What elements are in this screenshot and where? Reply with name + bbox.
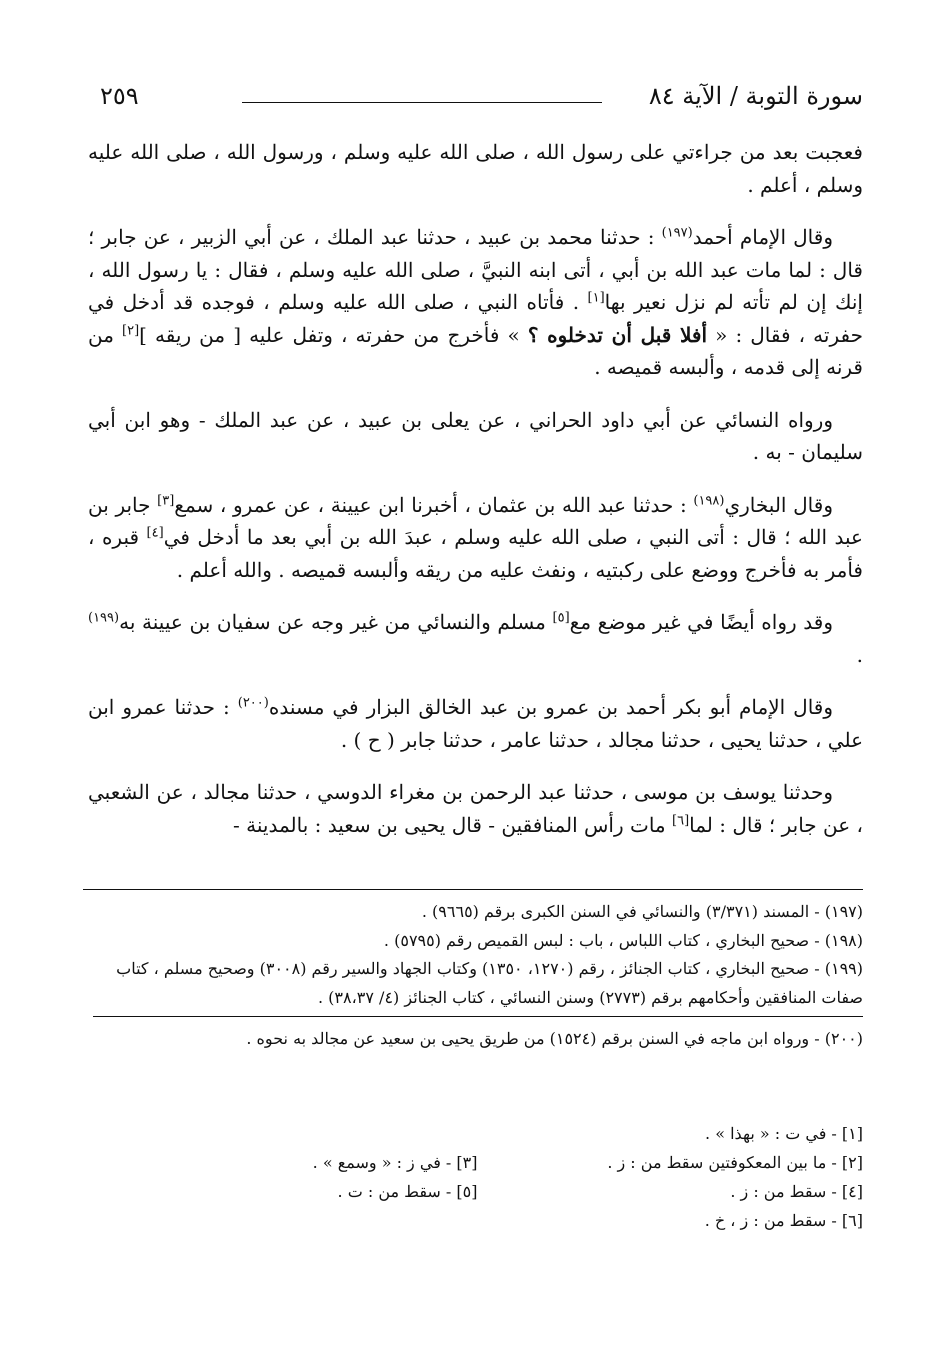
paragraph-text: : حدثنا محمد بن عبيد ، حدثنا عبد الملك ، عن أبي الزبير ، عن جابر ؛ قال : لما مات عبد الله بن أبي ، أتى ابنه النبيَّ ، صلى الله عليه وسلم ، فقال : يا رسول الله ، إنك إن لم تأته لم نزل نعير بها bbox=[88, 225, 863, 314]
variant-note: [٣] - في ز : « وسمع » . bbox=[312, 1153, 478, 1172]
variant-ref: [٤] bbox=[146, 525, 164, 541]
variant-row bbox=[92, 1206, 863, 1235]
paragraph-text: . فأتاه النبي ، صلى الله عليه وسلم ، فوجده قد أدخل في حفرته ، فقال : « bbox=[88, 290, 863, 347]
page-header bbox=[92, 80, 863, 116]
paragraph-4 bbox=[88, 489, 863, 587]
main-text bbox=[88, 136, 863, 861]
variant-note: [٥] - سقط من : ت . bbox=[337, 1182, 478, 1201]
page-number: ٢٥٩ bbox=[100, 82, 139, 110]
footnote-197: (١٩٧) - المسند (٣/٣٧١) والنسائي في السنن الكبرى برقم (٩٦٦٥) . bbox=[421, 902, 863, 921]
surah-title: سورة التوبة / الآية ٨٤ bbox=[648, 82, 863, 110]
paragraph-text: . bbox=[856, 642, 863, 667]
paragraph-7 bbox=[88, 776, 863, 841]
manuscript-variants bbox=[92, 1119, 863, 1235]
paragraph-3 bbox=[88, 404, 863, 469]
variant-note: [٤] - سقط من : ز . bbox=[730, 1182, 863, 1201]
variant-row bbox=[92, 1177, 863, 1206]
footnote-ref: (١٩٩) bbox=[88, 610, 120, 626]
variant-note: [٢] - ما بين المعكوفتين سقط من : ز . bbox=[607, 1153, 863, 1172]
variant-ref: [٥] bbox=[552, 610, 570, 626]
footnotes bbox=[92, 898, 863, 1054]
variant-ref: [٢] bbox=[122, 322, 140, 338]
variant-note: [٦] - سقط من : ز ، خ . bbox=[704, 1211, 863, 1230]
footnote-rule bbox=[83, 889, 863, 890]
footnote-ref: (١٩٨) bbox=[693, 492, 725, 508]
paragraph-text: ورواه النسائي عن أبي داود الحراني ، عن يعلى بن عبيد ، عن عبد الملك - وهو ابن أبي سليمان - به . bbox=[88, 407, 863, 464]
paragraph-text: من قرنه إلى قدمه ، وألبسه قميصه . bbox=[88, 322, 863, 379]
paragraph-text: جابر بن عبد الله ؛ قال : أتى النبي ، صلى الله عليه وسلم ، عبدَ الله بن أبي بعد ما أدخل في bbox=[88, 492, 863, 549]
variant-ref: [٦] bbox=[672, 812, 690, 828]
header-rule bbox=[242, 102, 602, 103]
paragraph-text: قبره ، فأمر به فأخرج ووضع على ركبتيه ، ونفث عليه من ريقه وألبسه قميصه . والله أعلم . bbox=[88, 525, 863, 582]
paragraph-1 bbox=[88, 136, 863, 201]
hadith-quote: أفلا قبل أن تدخلوه ؟ bbox=[527, 322, 708, 347]
paragraph-text: وقد رواه أيضًا في غير موضع مع bbox=[569, 610, 833, 634]
variant-ref: [١] bbox=[587, 290, 605, 306]
paragraph-text: وقال الإمام أحمد bbox=[692, 225, 833, 249]
footnote-ref: (١٩٧) bbox=[661, 225, 693, 241]
paragraph-2 bbox=[88, 221, 863, 384]
variant-note bbox=[92, 1119, 478, 1148]
paragraph-text: وحدثنا يوسف بن موسى ، حدثنا عبد الرحمن بن مغراء الدوسي ، حدثنا مجالد ، عن الشعبي ، عن جابر ؛ قال : لما bbox=[88, 780, 863, 837]
paragraph-text: فعجبت بعد من جراءتي على رسول الله ، صلى الله عليه وسلم ، ورسول الله ، صلى الله عليه وسلم ، أعلم . bbox=[88, 140, 863, 197]
variant-note bbox=[92, 1206, 478, 1235]
paragraph-text: مات رأس المنافقين - قال يحيى بن سعيد : بالمدينة - bbox=[233, 812, 672, 837]
footnote-198: (١٩٨) - صحيح البخاري ، كتاب اللباس ، باب : لبس القميص رقم (٥٧٩٥) . bbox=[383, 930, 863, 950]
paragraph-text: : حدثنا عمرو ابن علي ، حدثنا يحيى ، حدثنا مجالد ، حدثنا عامر ، حدثنا جابر ( ح ) . bbox=[88, 695, 863, 752]
paragraph-text: : حدثنا عبد الله بن عثمان ، أخبرنا ابن عيينة ، عن عمرو ، سمع bbox=[174, 492, 694, 517]
variant-row bbox=[92, 1148, 863, 1177]
paragraph-text: » فأخرج من حفرته ، وتفل عليه [ من ريقه ] bbox=[139, 322, 528, 347]
footnote-200: (٢٠٠) - ورواه ابن ماجه في السنن برقم (١٥٢٤) من طريق يحيى بن سعيد عن مجالد به نحوه . bbox=[246, 1029, 863, 1048]
variant-row bbox=[92, 1119, 863, 1148]
paragraph-6 bbox=[88, 691, 863, 756]
variant-note: [١] - في ت : « بهذا » . bbox=[705, 1124, 863, 1143]
footnote-199: (١٩٩) - صحيح البخاري ، كتاب الجنائز ، رقم (١٢٧٠، ١٣٥٠) وكتاب الجهاد والسير رقم (٣٠٠٨) وصحيح مسلم ، كتاب صفات المنافقين وأحكامهم برقم (٢٧٧٣) وسنن النسائي ، كتاب الجنائز (٤/ ٣٨،٣٧) . bbox=[116, 959, 863, 1007]
paragraph-text: مسلم والنسائي من غير وجه عن سفيان بن عيينة به bbox=[119, 610, 553, 634]
footnote-ref: (٢٠٠) bbox=[237, 695, 269, 711]
paragraph-text: وقال الإمام أبو بكر أحمد بن عمرو بن عبد الخالق البزار في مسنده bbox=[268, 695, 834, 719]
paragraph-5 bbox=[88, 606, 863, 671]
footnote-separator bbox=[93, 1016, 863, 1017]
variant-ref: [٣] bbox=[157, 492, 175, 508]
paragraph-text: وقال البخاري bbox=[724, 492, 833, 517]
